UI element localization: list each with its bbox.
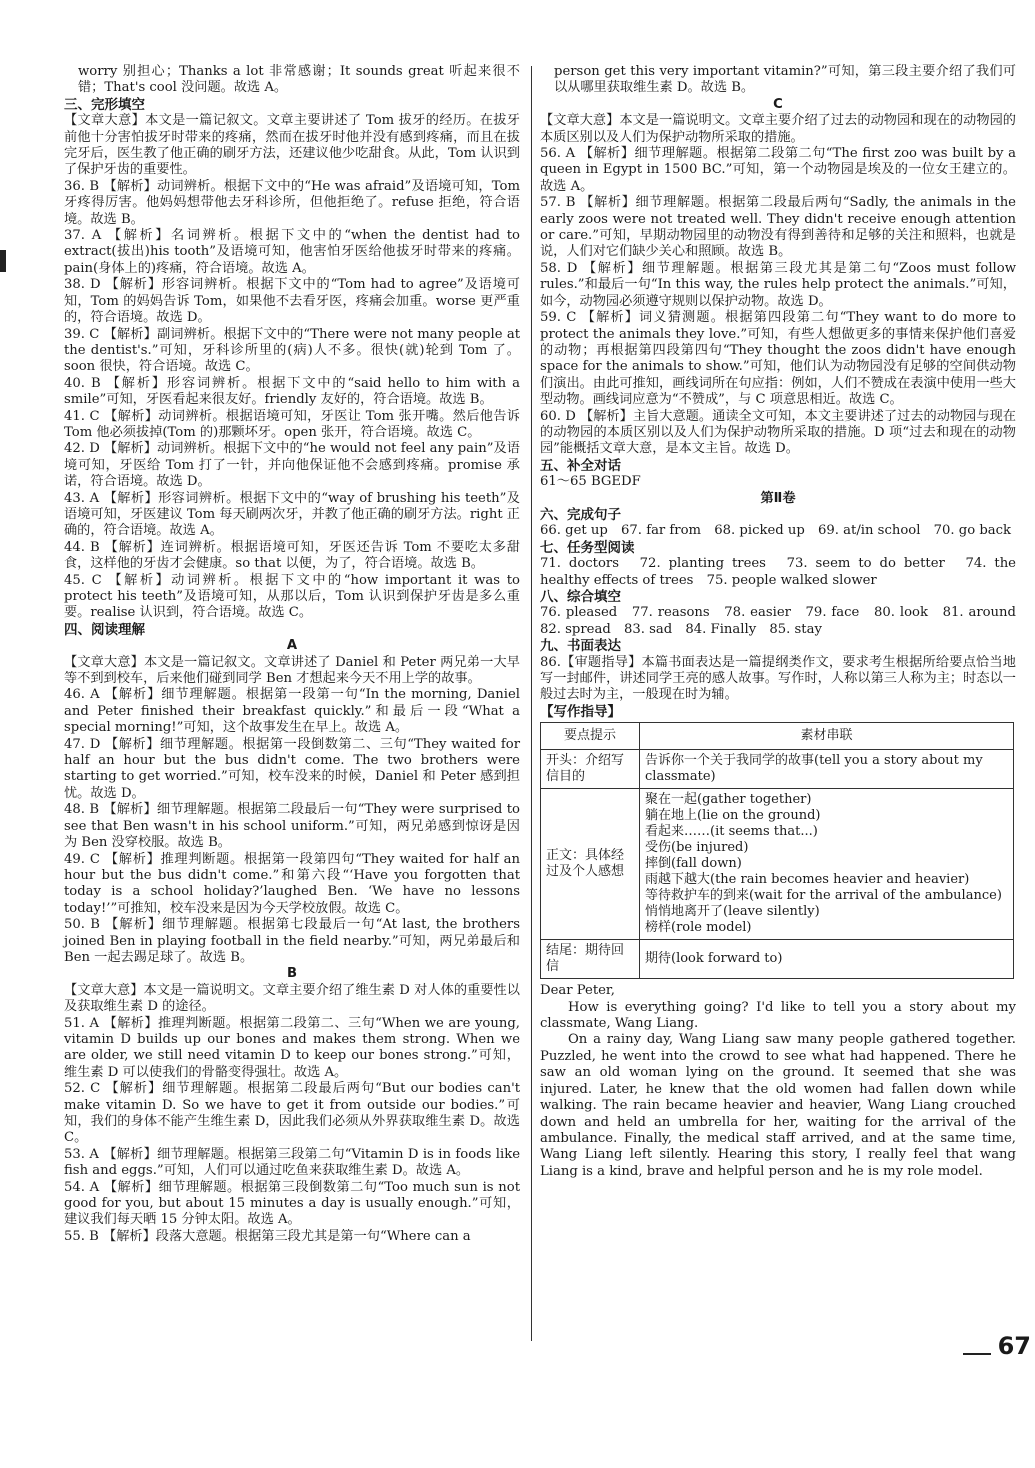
table-key-cell: 正文：具体经过及个人感想 xyxy=(541,789,640,940)
table-material-cell xyxy=(640,789,1014,940)
text-line: 61～65 BGEDF xyxy=(540,474,641,490)
text-line: 【写作指导】 xyxy=(540,703,621,720)
text-line: 59. C 【解析】词义猜测题。根据第四段第二句“They want to do more to protect the animals they love.”可知，有些人想做更多的事情来保护他们喜爱的动物；再根据第四段第四句“They thought the zoos didn't have enough space for the animals to show.”可知，他们认为动物园没有足够的空间供动物们演出。由此可推知，画线词所在句应指：例如，人们不赞成在表演中使用一些大型动物。画线词应意为“不赞成”，与 C 项意思相近。故选 C。 xyxy=(540,310,1016,408)
text-line: 五、补全对话 xyxy=(540,457,621,474)
material-line: 雨越下越大(the rain becomes heavier and heavier) xyxy=(645,872,970,888)
text-line: 37. A 【解析】名词辨析。根据下文中的“when the dentist had to extract(拔出)his tooth”及语境可知，他害怕牙医给他拔牙时带来的疼痛。pain(身体上的)疼痛，符合语境。故选 A。 xyxy=(64,228,520,276)
table-material-cell xyxy=(640,940,1014,979)
text-line: 42. D 【解析】动词辨析。根据下文中的“he would not feel any pain”及语境可知，牙医给 Tom 打了一针，并向他保证他不会感到疼痛。promise 承诺，符合语境。故选 D。 xyxy=(64,441,520,490)
text-line: 36. B 【解析】动词辨析。根据下文中的“He was afraid”及语境可知，Tom 牙疼得厉害。他妈妈想带他去牙科诊所，但他拒绝了。refuse 拒绝，符合语境。故选 B。 xyxy=(64,178,520,227)
material-line: 悄悄地离开了(leave silently) xyxy=(645,904,820,920)
text-line: 86.【审题指导】本篇书面表达是一篇提纲类作文，要求考生根据所给要点恰当地写一封邮件，讲述同学王亮的感人故事。写作时，人称以第三人称为主；时态以一般过去时为主，一般现在时为辅。 xyxy=(540,654,1016,703)
text-line: 54. A 【解析】细节理解题。根据第三段倒数第二句“Too much sun is not good for you, but about 15 minutes a day is usually enough.”可知，建议我们每天晒 15 分钟太阳。故选 A。 xyxy=(64,1179,520,1228)
essay-paragraph: On a rainy day, Wang Liang saw many people gathered together. Puzzled, he went into the crowd to see what had happened. There he saw an old woman lying on the ground. It seemed that she was injured. Later, he knew that the old women had fallen down while walking. The rain became heavier and heavier, Wang Liang crouched down and held an umbrella for her, waiting for the arrival of the ambulance. Finally, the medical staff arrived, and at the same time, Wang Liang left silently. Hearing this story, I really feel that wang Liang is a kind, brave and helpful person and he is my role model. xyxy=(540,1032,1016,1179)
text-line: 58. D 【解析】细节理解题。根据第三段尤其是第二句“Zoos must follow rules.”和最后一句“In this way, the rules help protect the animals.”可知，如今，动物园必须遵守规则以保护动物。故选 D。 xyxy=(540,260,1016,309)
model-essay xyxy=(540,983,1016,1180)
material-line: 受伤(be injured) xyxy=(645,840,749,856)
material-line: 躺在地上(lie on the ground) xyxy=(645,808,821,824)
text-line: 50. B 【解析】细节理解题。根据第七段最后一句“At last, the brothers joined Ben in playing football in the field nearby.”可知，两兄弟最后和 Ben 一起去踢足球了。故选 B。 xyxy=(64,917,520,965)
table-row xyxy=(541,940,1014,979)
text-line: 57. B 【解析】细节理解题。根据第二段最后两句“Sadly, the animals in the early zoos were not treated well. They didn't receive enough attention or care.”可知，早期动物园里的动物没有得到善待和足够的关注和照料，也就是说，人们对它们缺少关心和照顾。故选 B。 xyxy=(540,195,1016,260)
page-number-rule xyxy=(963,1353,991,1355)
text-line: 48. B 【解析】细节理解题。根据第二段最后一句“They were surprised to see that Ben wasn't in his school uniform.”可知，两兄弟感到惊讶是因为 Ben 没穿校服。故选 B。 xyxy=(64,802,520,851)
table-key-cell: 开头：介绍写信目的 xyxy=(541,750,640,789)
material-line: 告诉你一个关于我同学的故事(tell you a story about my classmate) xyxy=(645,753,983,785)
text-line: worry 别担心；Thanks a lot 非常感谢；It sounds great 听起来很不错；That's cool 没问题。故选 A。 xyxy=(78,64,520,96)
text-line: 八、综合填空 xyxy=(540,589,621,605)
text-line: 39. C 【解析】副词辨析。根据下文中的“There were not many people at the dentist's.”可知，牙科诊所里的(病)人不多。很快(就)轮到 Tom 了。soon 很快，符合语境。故选 C。 xyxy=(64,326,520,375)
text-line: 49. C 【解析】推理判断题。根据第一段第四句“They waited for half an hour but the bus didn't come.”和第六段“‘Have you forgotten that today is a school holiday?’laughed Ben. ‘We have no lessons today!’”可推知，校车没来是因为今天学校放假。故选 C。 xyxy=(64,851,520,916)
table-header-key: 要点提示 xyxy=(541,723,640,750)
text-line: 55. B 【解析】段落大意题。根据第三段尤其是第一句“Where can a xyxy=(64,1228,471,1244)
text-line: person get this very important vitamin?”可知，第三段主要介绍了我们可以从哪里获取维生素 D。故选 B。 xyxy=(554,64,1016,96)
essay-paragraph: How is everything going? I'd like to tell you a story about my classmate, Wang Liang. xyxy=(540,999,1016,1032)
text-line: 【文章大意】本文是一篇说明文。文章主要介绍了过去的动物园和现在的动物园的本质区别以及人们为保护动物所采取的措施。 xyxy=(540,113,1016,145)
text-line: 四、阅读理解 xyxy=(64,621,145,638)
text-line: 七、任务型阅读 xyxy=(540,539,635,556)
material-line: 聚在一起(gather together) xyxy=(645,792,812,808)
material-line: 榜样(role model) xyxy=(645,920,752,936)
text-line: A xyxy=(286,638,298,654)
page-number: 67 xyxy=(997,1332,1031,1360)
text-line: 【文章大意】本文是一篇说明文。文章主要介绍了维生素 D 对人体的重要性以及获取维生素 D 的途径。 xyxy=(64,982,520,1015)
text-line: 九、书面表达 xyxy=(540,638,621,655)
text-line: 40. B 【解析】形容词辨析。根据下文中的“said hello to him with a smile”可知，牙医看起来很友好。friendly 友好的，符合语境。故选 B。 xyxy=(64,375,520,408)
text-line: 【文章大意】本文是一篇记叙文。文章主要讲述了 Tom 拔牙的经历。在拔牙前他十分害怕拔牙时带来的疼痛，然而在拔牙时他并没有感到疼痛，而且在拔完牙后，医生教了他正确的刷牙方法，还建议他少吃甜食。从此，Tom 认识到了保护牙齿的重要性。 xyxy=(64,113,520,178)
text-line: 三、完形填空 xyxy=(64,96,145,113)
text-line: B xyxy=(286,966,298,982)
text-line: 76. pleased 77. reasons 78. easier 79. face 80. look 81. around 82. spread 83. sad 84. Finally 85. stay xyxy=(540,605,1030,637)
writing-guide-table xyxy=(540,722,1014,979)
material-line: 等待救护车的到来(wait for the arrival of the ambulance) xyxy=(645,888,1002,904)
table-material-cell xyxy=(640,750,1014,789)
table-key-cell: 结尾：期待回信 xyxy=(541,940,640,979)
text-line: 47. D 【解析】细节理解题。根据第一段倒数第二、三句“They waited for half an hour but the bus didn't come. The two brothers were starting to get worried.”可知，校车没来的时候，Daniel 和 Peter 感到担忧。故选 D。 xyxy=(64,736,520,801)
right-column xyxy=(540,64,1030,1180)
text-line: 53. A 【解析】细节理解题。根据第三段第二句“Vitamin D is in foods like fish and eggs.”可知，人们可以通过吃鱼来获取维生素 D。故选 A。 xyxy=(64,1146,520,1179)
text-line: C xyxy=(773,96,783,112)
text-line: 第Ⅱ卷 xyxy=(760,490,796,506)
table-header-material: 素材串联 xyxy=(640,723,1014,750)
text-line: 52. C 【解析】细节理解题。根据第二段最后两句“But our bodies can't make vitamin D. So we have to get it from outside our bodies.”可知，我们的身体不能产生维生素 D，因此我们必须从外界获取维生素 D。故选 C。 xyxy=(64,1081,520,1146)
material-line: 摔倒(fall down) xyxy=(645,856,742,872)
table-row xyxy=(541,789,1014,940)
essay-paragraph: Dear Peter, xyxy=(540,983,615,999)
text-line: 71. doctors 72. planting trees 73. seem to do better 74. the healthy effects of trees 75. people walked slower xyxy=(540,556,1016,588)
column-divider xyxy=(531,66,532,1341)
text-line: 56. A 【解析】细节理解题。根据第二段第二句“The first zoo was built by a queen in Egypt in 1500 BC.”可知，第一个动物园是埃及的一位女王建立的。故选 A。 xyxy=(540,146,1016,194)
text-line: 60. D 【解析】主旨大意题。通读全文可知，本文主要讲述了过去的动物园与现在的动物园的本质区别以及人们为保护动物所采取的措施。D 项“过去和现在的动物园”能概括文章大意，是本文主旨。故选 D。 xyxy=(540,408,1016,457)
text-line: 51. A 【解析】推理判断题。根据第二段第二、三句“When we are young, vitamin D builds up our bones and makes them strong. When we are older, we still need vitamin D to keep our bones strong.”可知，维生素 D 可以使我们的骨骼变得强壮。故选 A。 xyxy=(64,1015,520,1080)
text-line: 45. C 【解析】动词辨析。根据下文中的“how important it was to protect his teeth”及语境可知，从那以后，Tom 认识到保护牙齿是多么重要。realise 认识到，符合语境。故选 C。 xyxy=(64,572,520,621)
table-row xyxy=(541,750,1014,789)
text-line: 43. A 【解析】形容词辨析。根据下文中的“way of brushing his teeth”及语境可知，牙医建议 Tom 每天刷两次牙，并教了他正确的刷牙方法。right 正确的，符合语境。故选 A。 xyxy=(64,490,520,539)
text-line: 66. get up 67. far from 68. picked up 69. at/in school 70. go back xyxy=(540,523,1012,539)
material-line: 期待(look forward to) xyxy=(645,951,783,967)
text-line: 38. D 【解析】形容词辨析。根据下文中的“Tom had to agree”及语境可知，Tom 的妈妈告诉 Tom，如果他不去看牙医，疼痛会加重。worse 更严重的，符合语境。故选 D。 xyxy=(64,277,520,326)
material-line: 看起来……(it seems that...) xyxy=(645,824,818,840)
text-line: 44. B 【解析】连词辨析。根据语境可知，牙医还告诉 Tom 不要吃太多甜食，这样他的牙齿才会健康。so that 以便，为了，符合语境。故选 B。 xyxy=(64,539,520,572)
left-column xyxy=(64,64,520,1245)
side-marker xyxy=(0,250,6,272)
right-column-top xyxy=(540,64,1030,720)
text-line: 【文章大意】本文是一篇记叙文。文章讲述了 Daniel 和 Peter 两兄弟一大早等不到到校车，后来他们碰到同学 Ben 才想起来今天不用上学的故事。 xyxy=(64,654,520,687)
text-line: 46. A 【解析】细节理解题。根据第一段第一句“In the morning, Daniel and Peter finished their breakfast quickly.”和最后一段“What a special morning!”可知，这个故事发生在早上。故选 A。 xyxy=(64,687,520,736)
text-line: 六、完成句子 xyxy=(540,506,621,523)
text-line: 41. C 【解析】动词辨析。根据语境可知，牙医让 Tom 张开嘴。然后他告诉 Tom 他必须拔掉(Tom 的)那颗坏牙。open 张开，符合语境。故选 C。 xyxy=(64,408,520,440)
